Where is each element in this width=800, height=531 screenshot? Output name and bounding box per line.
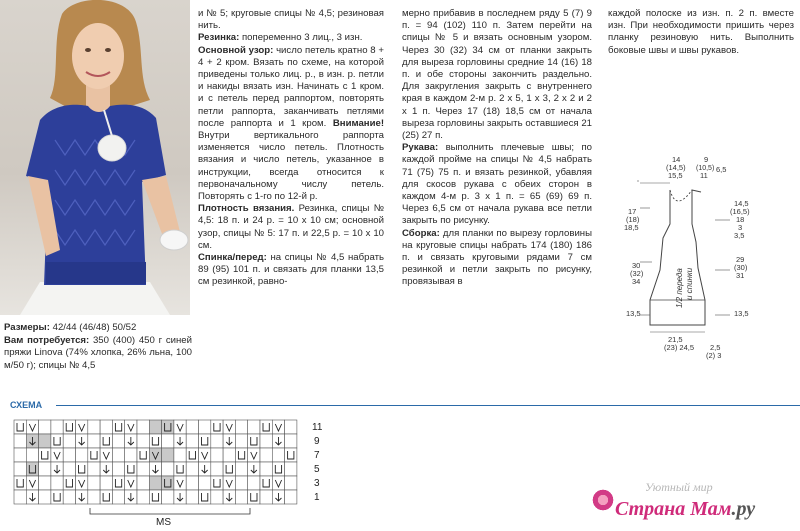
chart-cell — [174, 448, 186, 462]
chart-cell — [186, 448, 198, 462]
chart-cell — [88, 490, 100, 504]
spinka-paragraph — [198, 252, 384, 289]
chart-cell — [211, 434, 223, 448]
dim-left-body: 30 — [632, 261, 641, 270]
chart-cell — [137, 434, 149, 448]
chart-cell — [260, 434, 272, 448]
model-photo — [0, 0, 190, 315]
dim-right-arm-c: 18 — [736, 215, 745, 224]
uzor-label: Основной узор: — [198, 44, 274, 56]
chart-cell — [235, 490, 247, 504]
plotnost-text: Резинка, спицы № 4,5: 18 п. и 24 р. = 10 х 10 см; основной узор, спицы № 5: 17 п. и 22,5 р. = 10 х 10 см. — [198, 203, 384, 251]
pattern-diagram — [600, 150, 800, 375]
sborka-continued: каждой полоске из изн. п. 2 п. вместе изн. При необходимости пришить через планку резиновую нить. Выполнить боковые швы и швы рукавов. — [608, 8, 794, 56]
chart-cell — [137, 420, 149, 434]
chart-cell — [248, 434, 260, 448]
chart-cell — [186, 476, 198, 490]
ms-label: MS — [156, 517, 171, 528]
row-number-5: 5 — [314, 464, 320, 475]
chart-cell — [248, 420, 260, 434]
chart-cell — [51, 420, 63, 434]
dim-right-band: 13,5 — [734, 309, 749, 318]
chart-cell — [211, 420, 223, 434]
chart-cell — [63, 448, 75, 462]
chart-cell — [14, 476, 26, 490]
rukava-paragraph — [402, 142, 592, 227]
chart-cell — [63, 476, 75, 490]
chart-cell — [211, 476, 223, 490]
dim-right-arm-d: 3 — [738, 223, 743, 232]
chart-cell — [100, 434, 112, 448]
uzor-paragraph — [198, 45, 384, 204]
chart-cell — [112, 420, 124, 434]
model-photo-illustration — [0, 0, 190, 315]
chart-cell — [39, 490, 51, 504]
schema-title: СХЕМА — [10, 400, 43, 410]
chart-cell — [162, 490, 174, 504]
watermark-brand — [615, 498, 755, 521]
rukava-label: Рукава: — [402, 142, 439, 154]
rezinka-text: попеременно 3 лиц., 3 изн. — [241, 32, 363, 44]
chart-cell — [14, 490, 26, 504]
dim-shoulder-c: 11 — [700, 171, 708, 180]
chart-cell — [63, 462, 75, 476]
chart-cell — [76, 448, 88, 462]
chart-cell — [199, 476, 211, 490]
dim-left-neck-c: 18,5 — [624, 223, 639, 232]
chart-cell — [186, 462, 198, 476]
dim-left-neck: 17 — [628, 207, 637, 216]
materials-label: Вам потребуется: — [4, 334, 90, 346]
chart-cell — [174, 462, 186, 476]
chart-cell — [272, 462, 284, 476]
sborka-text: для планки по вырезу горловины на круговые спицы набрать 174 (180) 186 п. и связать круговыми рядами 7 см резинкой и петли закрыть по рисунку, провязывая в — [402, 227, 592, 288]
spinka-continued: мерно прибавив в последнем ряду 5 (7) 9 п. = 94 (102) 110 п. Затем перейти на спицы № 5 и вязать основным узором. Через 30 (32) 34 см от планки закрыть для выреза горловины средние 14 (16) 18 п. и обе стороны закончить раздельно. Для закругления закрыть с внутреннего края в каждом 2-м р. 2 х 5, 1 х 3, 2 х 2 и 2 х 1 п. Через 17 (18) 18,5 см от начала выреза горловины закрыть оставшиеся 21 (25) 27 п. — [402, 8, 592, 142]
chart-cell — [186, 420, 198, 434]
chart-cell — [149, 420, 161, 434]
stitch-chart — [10, 418, 340, 528]
ms-bracket — [90, 508, 250, 514]
chart-cell — [162, 448, 174, 462]
chart-cell — [211, 448, 223, 462]
dim-bottom-b: (23) 24,5 — [664, 343, 695, 352]
chart-cell — [137, 448, 149, 462]
chart-cell — [51, 434, 63, 448]
watermark-flower-icon — [591, 488, 615, 512]
stitch-chart-grid — [14, 420, 297, 504]
chart-cell — [285, 462, 297, 476]
chart-cell — [186, 490, 198, 504]
dim-right-arm: 14,5 — [734, 199, 749, 208]
chart-cell — [88, 420, 100, 434]
dim-bottom: 21,5 — [668, 335, 683, 344]
materials-block — [4, 322, 192, 372]
chart-cell — [100, 476, 112, 490]
dim-left-band: 13,5 — [626, 309, 641, 318]
sborka-paragraph — [402, 228, 592, 289]
row-number-11: 11 — [312, 422, 323, 433]
row-number-9: 9 — [314, 436, 320, 447]
dim-top-neck-c: 15,5 — [668, 171, 683, 180]
chart-cell — [260, 420, 272, 434]
chart-cell — [285, 420, 297, 434]
dim-65: 6,5 — [716, 165, 727, 174]
materials-line — [4, 335, 192, 373]
chart-cell — [39, 476, 51, 490]
dim-left-neck-b: (18) — [626, 215, 640, 224]
pattern-label-front: 1/2 переда — [675, 268, 684, 308]
chart-cell — [223, 448, 235, 462]
rukava-text: выполнить плечевые швы; по каждой пройме на спицы № 4,5 набрать 71 (75) 75 п. и вязать резинкой, убавляя для скосов рукава с обеих сторон в каждом 4-м р. 3 х 1 п. = 65 (69) 69 п. Через 6,5 см от начала рукава все петли закрыть по рисунку. — [402, 142, 592, 227]
chart-cell — [39, 434, 51, 448]
chart-cell — [137, 490, 149, 504]
row-number-7: 7 — [314, 450, 320, 461]
dim-right-arm-e: 3,5 — [734, 231, 745, 240]
chart-cell — [112, 462, 124, 476]
chart-cell — [63, 420, 75, 434]
chart-cell — [149, 476, 161, 490]
chart-cell — [211, 462, 223, 476]
chart-cell — [51, 476, 63, 490]
chart-cell — [112, 434, 124, 448]
sizes-value: 42/44 (46/48) 50/52 — [52, 322, 137, 333]
chart-cell — [162, 420, 174, 434]
chart-cell — [63, 434, 75, 448]
chart-cell — [199, 434, 211, 448]
plotnost-paragraph — [198, 203, 384, 252]
chart-cell — [149, 434, 161, 448]
chart-cell — [149, 490, 161, 504]
chart-cell — [112, 476, 124, 490]
chart-cell — [14, 420, 26, 434]
chart-cell — [100, 420, 112, 434]
chart-cell — [14, 448, 26, 462]
chart-cell — [248, 490, 260, 504]
chart-cell — [88, 476, 100, 490]
chart-cell — [51, 490, 63, 504]
watermark-line1: Уютный мир — [645, 480, 713, 494]
pattern-label-back: и спинки — [685, 267, 694, 300]
row-number-1: 1 — [314, 492, 320, 503]
chart-cell — [88, 434, 100, 448]
sborka-label: Сборка: — [402, 227, 440, 239]
materials-value: 350 (400) 450 г синей пряжи Linova (74% хлопка, 26% льна, 100 м/50 г); спицы № 4,5 — [4, 334, 192, 371]
schema-divider — [56, 405, 800, 406]
chart-cell — [112, 448, 124, 462]
chart-cell — [235, 420, 247, 434]
chart-cell — [199, 420, 211, 434]
chart-cell — [211, 490, 223, 504]
text-column-1 — [198, 8, 384, 289]
chart-cell — [137, 462, 149, 476]
chart-cell — [272, 448, 284, 462]
chart-cell — [100, 490, 112, 504]
dim-shoulder-b: (10,5) — [696, 165, 715, 172]
dim-left-body-c: 34 — [632, 277, 641, 286]
dim-right-body: 29 — [736, 255, 745, 264]
chart-cell — [63, 490, 75, 504]
watermark-line3: .ру — [731, 498, 756, 520]
chart-cell — [137, 476, 149, 490]
dim-shoulder: 9 — [704, 155, 709, 164]
text-column-2 — [402, 8, 592, 289]
chart-cell — [235, 434, 247, 448]
uzor-text: число петель кратно 8 + 4 + 2 кром. Вязать по схеме, на которой приведены только лиц. р., в изн. р. петли и накиды вязать изн. Начинать с 1 кром. и с петель перед раппортом, повторять петли раппорта, заканчивать петлями после раппорта и 1 кром. — [198, 44, 384, 129]
dim-top-neck: 14 — [672, 155, 681, 164]
watermark — [585, 478, 797, 528]
chart-cell — [260, 462, 272, 476]
row-number-3: 3 — [314, 478, 320, 489]
chart-cell — [285, 434, 297, 448]
spinka-text: на спицы № 4,5 набрать 89 (95) 101 п. и связать для планки 13,5 см резинкой, равно- — [198, 252, 384, 288]
dim-bottom-d: (2) 3 — [706, 351, 722, 360]
chart-cell — [39, 448, 51, 462]
chart-cell — [76, 462, 88, 476]
rezinka-label: Резинка: — [198, 32, 240, 44]
chart-cell — [162, 434, 174, 448]
chart-cell — [260, 476, 272, 490]
chart-cell — [186, 434, 198, 448]
plotnost-label: Плотность вязания. — [198, 203, 295, 215]
dim-left-body-b: (32) — [630, 269, 644, 278]
chart-cell — [199, 490, 211, 504]
vnimanie-text: Внутри вертикального раппорта изменяется число петель. Плотность вязания и число петель, указанное в инструкции, всегда относится к первоначальному числу петель. Повторять с 1-го по 12-й р. — [198, 130, 384, 203]
spinka-label: Спинка/перед: — [198, 252, 267, 264]
chart-cell — [125, 462, 137, 476]
dim-top-neck-b: (14,5) — [666, 163, 686, 172]
chart-cell — [14, 434, 26, 448]
chart-cell — [223, 462, 235, 476]
chart-cell — [26, 448, 38, 462]
rezinka-paragraph — [198, 32, 384, 44]
chart-cell — [235, 476, 247, 490]
row-numbers — [312, 422, 323, 503]
watermark-line2: Страна Мам — [615, 498, 732, 520]
chart-cell — [125, 448, 137, 462]
chart-cell — [88, 448, 100, 462]
dim-right-body-c: 31 — [736, 271, 745, 280]
chart-cell — [39, 420, 51, 434]
chart-cell — [235, 448, 247, 462]
chart-cell — [88, 462, 100, 476]
chart-cell — [260, 448, 272, 462]
sizes-line — [4, 322, 192, 335]
tools-continued: и № 5; круговые спицы № 4,5; резиновая нить. — [198, 8, 384, 32]
chart-cell — [285, 490, 297, 504]
chart-cell — [162, 476, 174, 490]
dim-bottom-c: 2,5 — [710, 343, 721, 352]
chart-cell — [112, 490, 124, 504]
chart-cell — [260, 490, 272, 504]
chart-cell — [14, 462, 26, 476]
chart-cell — [235, 462, 247, 476]
chart-cell — [162, 462, 174, 476]
vnimanie-label: Внимание! — [332, 117, 385, 129]
dim-right-arm-b: (16,5) — [730, 207, 750, 216]
chart-cell — [39, 462, 51, 476]
chart-cell — [248, 476, 260, 490]
text-column-3 — [608, 8, 794, 57]
chart-cell — [285, 476, 297, 490]
chart-cell — [285, 448, 297, 462]
dim-right-body-b: (30) — [734, 263, 748, 272]
chart-cell — [26, 462, 38, 476]
sizes-label: Размеры: — [4, 322, 50, 333]
